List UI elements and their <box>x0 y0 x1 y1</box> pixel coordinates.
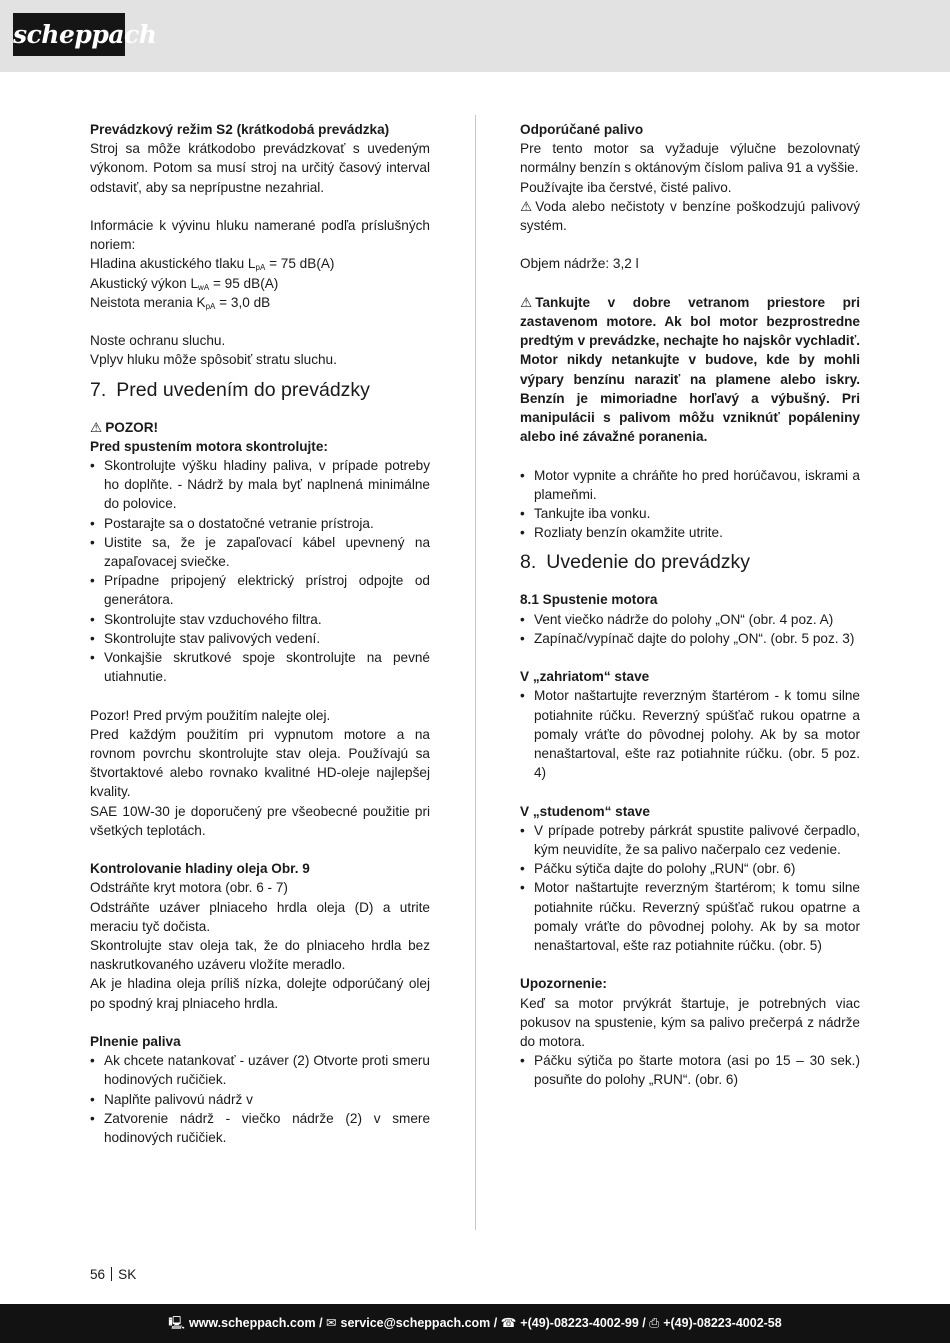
cold-title: V „studenom“ stave <box>520 803 650 819</box>
fill-list <box>90 1051 430 1147</box>
footer-web-link[interactable]: www.scheppach.com <box>188 1316 316 1330</box>
column-divider <box>475 115 476 1230</box>
note-list <box>520 1051 860 1089</box>
noise-pressure: Hladina akustického tlaku $L_{pA} = 75$ dB(A) <box>90 256 335 273</box>
phone-icon: ☎ <box>500 1316 517 1330</box>
list-item: • Skontrolujte stav palivových vedení. <box>90 629 430 648</box>
list-item: • Uistite sa, že je zapaľovací kábel upevnený na zapaľovacej sviečke. <box>90 533 430 571</box>
warm-title: V „zahriatom“ stave <box>520 669 650 685</box>
list-item: • Páčku sýtiča dajte do polohy „RUN“ (obr. 6) <box>520 859 860 878</box>
list-item: • Motor naštartujte reverzným štartérom - k tomu silne potiahnite rúčku. Reverzný spúšťač rukou opatrne a pomaly vráťte do pôvodnej polohy. Ak by sa motor nenaštartoval, ešte raz potiahnite rúčku. (obr. 5 poz. 4) <box>520 686 860 782</box>
footer-email-link[interactable]: service@scheppach.com <box>340 1316 491 1330</box>
s2-mode-title: Prevádzkový režim S2 (krátkodobá prevádzka) <box>90 122 390 137</box>
tank-volume: Objem nádrže: 3,2 l <box>520 256 639 272</box>
list-item: • Motor vypnite a chráňte ho pred horúčavou, iskrami a plameňmi. <box>520 466 860 504</box>
list-item: • Motor naštartujte reverzným štartérom; k tomu silne potiahnite rúčku. Reverzný spúšťač rukou opatrne a pomaly vráťte do pôvodnej polohy. Ak by sa motor nenaštartoval, ešte raz potiahnite rúčku. (obr. 5) <box>520 878 860 955</box>
footer-phone: +(49)-08223-4002-99 <box>520 1316 639 1330</box>
start-title: 8.1 Spustenie motora <box>520 592 658 608</box>
oil-check-title: Kontrolovanie hladiny oleja Obr. 9 <box>90 861 310 877</box>
fuel-text-1: Pre tento motor sa vyžaduje výlučne bezolovnatý normálny benzín s oktánovým číslom paliva 91 a vyššie. <box>520 141 860 176</box>
note-title: Upozornenie: <box>520 976 607 992</box>
oil-note-3: SAE 10W-30 je doporučený pre všeobecné použitie pri všetkých teplotách. <box>90 803 430 838</box>
list-item: • Zatvorenie nádrž - viečko nádrže (2) v smere hodinových ručičiek. <box>90 1109 430 1147</box>
warning-title: ⚠ POZOR! <box>90 418 430 437</box>
list-item: • Prípadne pripojený elektrický prístroj odpojte od generátora. <box>90 571 430 609</box>
left-column <box>90 120 430 1147</box>
oil-check-step-4: Ak je hladina oleja príliš nízka, dolejte odporúčaný olej po spodný kraj plniaceho hrdla. <box>90 976 430 1011</box>
page-number: 56 SK <box>90 1267 137 1282</box>
hearing-loss-note: Vplyv hluku môže spôsobiť stratu sluchu. <box>90 352 337 368</box>
section-8-heading: 8. Uvedenie do prevádzky <box>520 551 751 574</box>
list-item: • V prípade potreby párkrát spustite palivové čerpadlo, kým neuvidíte, že sa palivo načerpalo cez vedenie. <box>520 821 860 859</box>
oil-check-step-3: Skontrolujte stav oleja tak, že do plniaceho hrdla bez naskrutkovaného uzáveru vložíte meradlo. <box>90 938 430 973</box>
list-item: • Skontrolujte výšku hladiny paliva, v prípade potreby ho doplňte. - Nádrž by mala byť naplnená minimálne do polovice. <box>90 456 430 514</box>
scheppach-logo: scheppach <box>13 13 125 56</box>
note-text: Keď sa motor prvýkrát štartuje, je potrebných viac pokusov na spustenie, kým sa palivo prečerpá z nádrže do motora. <box>520 995 860 1050</box>
footer-contact-bar: 🖳 www.scheppach.com / ✉ service@scheppach.com / ☎ +(49)-08223-4002-99 / ⎙ +(49)-08223-4002-58 <box>0 1304 950 1343</box>
warm-list <box>520 686 860 782</box>
noise-intro: Informácie k vývinu hluku namerané podľa príslušných noriem: <box>90 218 430 253</box>
cold-list <box>520 821 860 955</box>
footer-fax: +(49)-08223-4002-58 <box>663 1316 782 1330</box>
list-item: • Naplňte palivovú nádrž v <box>90 1090 430 1109</box>
warning-triangle-icon: ⚠ <box>90 419 103 435</box>
list-item: • Ak chcete natankovať - uzáver (2) Otvorte proti smeru hodinových ručičiek. <box>90 1051 430 1089</box>
header-band <box>0 0 950 72</box>
fax-icon: ⎙ <box>649 1316 660 1330</box>
list-item: • Tankujte iba vonku. <box>520 504 860 523</box>
warning-triangle-icon: ⚠ <box>520 198 533 214</box>
noise-uncertainty: Neistota merania $K_{pA} = 3,0$ dB <box>90 294 271 311</box>
start-list <box>520 610 860 648</box>
noise-power: Akustický výkon $L_{wA} = 95$ dB(A) <box>90 275 279 292</box>
mail-icon: ✉ <box>326 1316 337 1330</box>
fuel-warning: ⚠ Voda alebo nečistoty v benzíne poškodzujú palivový systém. <box>520 198 860 234</box>
oil-check-step-1: Odstráňte kryt motora (obr. 6 - 7) <box>90 880 288 896</box>
warning-triangle-icon: ⚠ <box>520 294 533 310</box>
computer-icon: 🖳 <box>168 1316 185 1330</box>
list-item: • Zapínač/vypínač dajte do polohy „ON“. (obr. 5 poz. 3) <box>520 629 860 648</box>
tank-warning: ⚠ Tankujte v dobre vetranom priestore pri zastavenom motore. Ak bol motor bezprostredne predtým v prevádzke, nechajte ho najskôr vychladiť. Motor nikdy netankujte v budove, kde by mohli výpary benzínu naraziť na plamene alebo iskry. Benzín je mimoriadne horľavý a výbušný. Pri manipulácii s palivom môžu vzniknúť popáleniny alebo iné závažné poranenia. <box>520 294 860 445</box>
list-item: • Postarajte sa o dostatočné vetranie prístroja. <box>90 514 430 533</box>
check-list <box>90 456 430 686</box>
fuel-text-2: Používajte iba čerstvé, čisté palivo. <box>520 179 732 195</box>
list-item: • Skontrolujte stav vzduchového filtra. <box>90 610 430 629</box>
list-item: • Vonkajšie skrutkové spoje skontrolujte na pevné utiahnutie. <box>90 648 430 686</box>
right-column <box>520 120 860 1090</box>
tank-list <box>520 466 860 543</box>
list-item: • Rozliaty benzín okamžite utrite. <box>520 523 860 542</box>
s2-mode-text: Stroj sa môže krátkodobo prevádzkovať s uvedeným výkonom. Potom sa musí stroj na určitý časový interval odstaviť, aby sa neprípustne nezahrial. <box>90 141 430 195</box>
oil-note-2: Pred každým použitím pri vypnutom motore a na rovnom povrchu skontrolujte stav oleja. Používajú sa štvortaktové alebo rovnako kvalitné HD-oleje najlepšej kvality. <box>90 726 430 800</box>
fill-title: Plnenie paliva <box>90 1034 181 1050</box>
check-title: Pred spustením motora skontrolujte: <box>90 438 328 454</box>
oil-note-1: Pozor! Pred prvým použitím nalejte olej. <box>90 707 331 723</box>
hearing-protection: Noste ochranu sluchu. <box>90 333 226 349</box>
list-item: • Vent viečko nádrže do polohy „ON“ (obr. 4 poz. A) <box>520 610 860 629</box>
section-7-heading: 7. Pred uvedením do prevádzky <box>90 378 370 401</box>
fuel-title: Odporúčané palivo <box>520 122 644 137</box>
oil-check-step-2: Odstráňte uzáver plniaceho hrdla oleja (D) a utrite meraciu tyč dočista. <box>90 899 430 934</box>
list-item: • Páčku sýtiča po štarte motora (asi po 15 – 30 sek.) posuňte do polohy „RUN“. (obr. 6) <box>520 1051 860 1089</box>
